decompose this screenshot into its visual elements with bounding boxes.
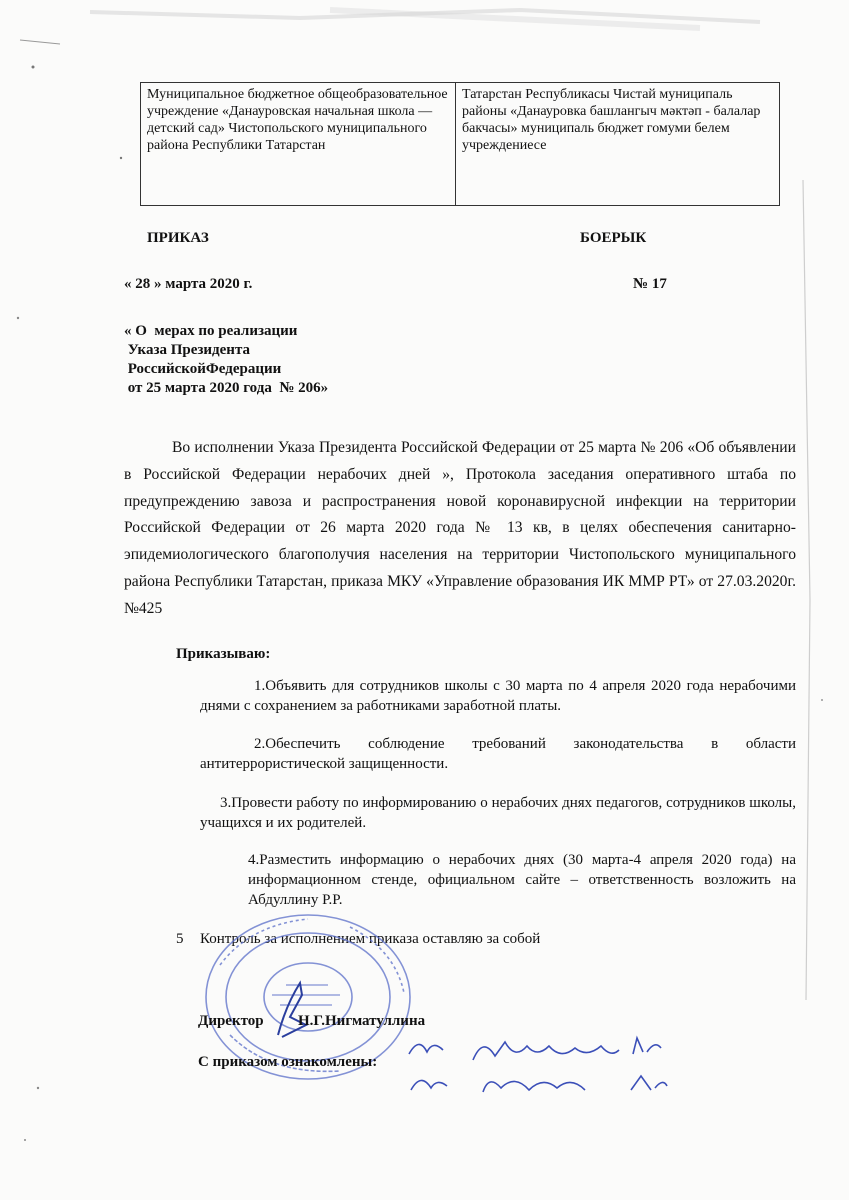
order-item-5: Контроль за исполнением приказа оставляю за собой [200,931,541,947]
subject-line: « О мерах по реализации [124,323,298,339]
header-table [140,82,780,206]
order-item-2: 2.Обеспечить соблюдение требований законодательства в области антитеррористической защищенности. [200,736,796,772]
doc-subject [124,322,328,398]
order-item-3: 3.Провести работу по информированию о нерабочих днях педагогов, сотрудников школы, учащихся и их родителей. [200,795,796,831]
order-item-1: 1.Объявить для сотрудников школы с 30 марта по 4 апреля 2020 года нерабочими днями с сохранением за работниками заработной платы. [200,678,796,714]
subject-line: от 25 марта 2020 года № 206» [124,380,329,396]
doc-date: « 28 » марта 2020 г. [124,276,253,292]
doc-number: № 17 [633,276,667,292]
director-label: Директор [198,1013,264,1029]
subject-line: РоссийскойФедерации [124,361,282,377]
order-item-4: 4.Разместить информацию о нерабочих днях (30 марта-4 апреля 2020 года) на информационном стенде, официальном сайте – ответственность возложить на Абдуллину Р.Р. [248,852,796,908]
header-left-org: Муниципальное бюджетное общеобразовательное учреждение «Данауровская начальная школа — детский сад» Чистопольского муниципального района Республики Татарстан [141,83,456,206]
acquainted-label: С приказом ознакомлены: [198,1054,378,1070]
doc-type-tt: БОЕРЫК [580,230,647,246]
subject-line: Указа Президента [124,342,250,358]
doc-type-ru: ПРИКАЗ [147,230,209,246]
director-signature [272,975,312,1045]
order-word: Приказываю: [176,646,271,662]
order-item-5-number: 5 [176,931,184,947]
preamble-text: Во исполнении Указа Президента Российской Федерации от 25 марта № 206 «Об объявлении в Российской Федерации нерабочих дней », Протокола заседания оперативного штаба по предупреждению завоза и распространения новой коронавирусной инфекции на территории Российской Федерации от 26 марта 2020 года № 13 кв, в целях обеспечения санитарно-эпидемиологического благополучия населения на территории Чистопольского муниципального района Республики Татарстан, приказа МКУ «Управление образования ИК ММР РТ» от 27.03.2020г.№425 [124,439,796,617]
director-name: Н.Г.Нигматуллина [298,1013,426,1029]
header-right-org: Татарстан Республикасы Чистай муниципаль районы «Данауровка башлангыч мәктәп - балалар бакчасы» муниципаль бюджет гомуми белем учреждениесе [456,83,780,206]
acquaintance-signatures [405,1032,695,1104]
